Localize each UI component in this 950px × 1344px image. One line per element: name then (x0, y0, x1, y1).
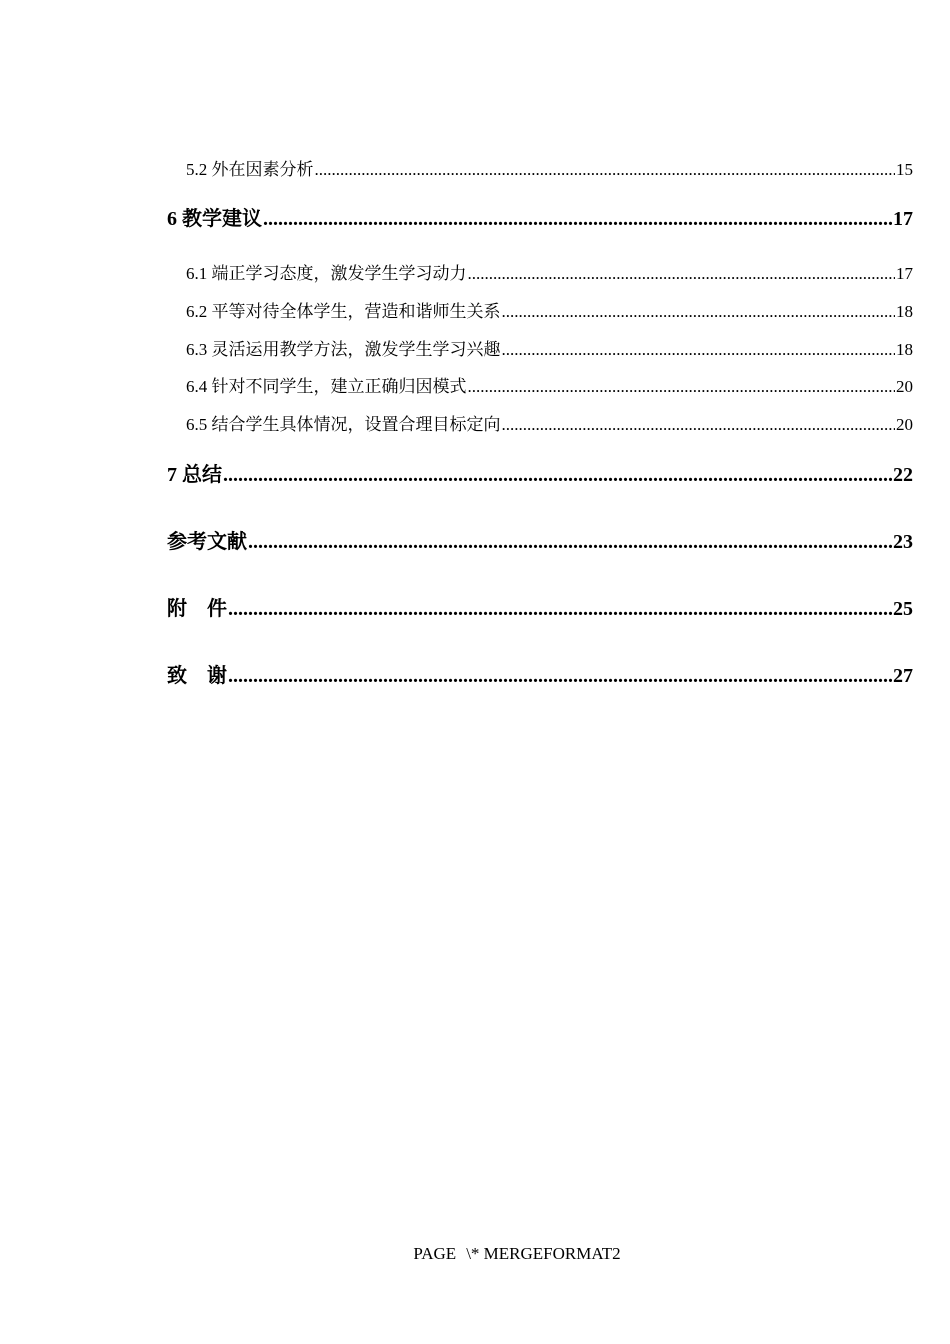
dot-leader (228, 665, 892, 688)
toc-entry-title: 6 教学建议 (167, 208, 262, 230)
toc-entry-title: 6.2 平等对待全体学生，营造和谐师生关系 (186, 302, 501, 321)
toc-entry-title: 6.3 灵活运用教学方法，激发学生学习兴趣 (186, 340, 501, 359)
toc-entry-title: 7 总结 (167, 464, 222, 486)
dot-leader (223, 464, 892, 487)
toc-entry-references[interactable] (167, 525, 913, 554)
dot-leader (228, 598, 892, 621)
toc-entry-6-4[interactable] (186, 372, 913, 397)
toc-entry-page: 17 (896, 264, 913, 283)
page-footer (0, 1244, 950, 1264)
dot-leader (315, 160, 896, 180)
dot-leader (468, 264, 896, 284)
toc-entry-6-1[interactable] (186, 259, 913, 284)
toc-entry-page: 22 (893, 464, 913, 486)
toc-entry-title: 致 谢 (167, 665, 227, 687)
toc-entry-title: 6.5 结合学生具体情况，设置合理目标定向 (186, 415, 501, 434)
toc-entry-page: 25 (893, 598, 913, 620)
toc-entry-page: 27 (893, 665, 913, 687)
dot-leader (468, 377, 896, 397)
toc-entry-title: 附 件 (167, 598, 227, 620)
toc-entry-title: 5.2 外在因素分析 (186, 160, 314, 179)
toc-entry-page: 18 (896, 302, 913, 321)
toc-entry-6-2[interactable] (186, 297, 913, 322)
toc-entry-page: 20 (896, 377, 913, 396)
toc-entry-6-5[interactable] (186, 410, 913, 435)
toc-entry-7[interactable] (167, 458, 913, 487)
toc-entry-page: 20 (896, 415, 913, 434)
toc-entry-6[interactable] (167, 202, 913, 231)
dot-leader (502, 415, 896, 435)
toc-entry-acknowledgements[interactable] (167, 659, 913, 688)
dot-leader (248, 531, 892, 554)
footer-page-label: PAGE (413, 1244, 457, 1263)
toc-entry-page: 15 (896, 160, 913, 179)
toc-entry-title: 参考文献 (167, 531, 247, 553)
toc-entry-title: 6.1 端正学习态度，激发学生学习动力 (186, 264, 467, 283)
footer-field-code: \* MERGEFORMAT2 (466, 1244, 621, 1263)
toc-entry-page: 23 (893, 531, 913, 553)
dot-leader (502, 302, 896, 322)
toc-entry-page: 18 (896, 340, 913, 359)
toc-entry-appendix[interactable] (167, 592, 913, 621)
toc-entry-title: 6.4 针对不同学生，建立正确归因模式 (186, 377, 467, 396)
toc-entry-5-2[interactable] (186, 155, 913, 180)
dot-leader (263, 208, 892, 231)
dot-leader (502, 340, 896, 360)
toc-entry-6-3[interactable] (186, 335, 913, 360)
toc-entry-page: 17 (893, 208, 913, 230)
